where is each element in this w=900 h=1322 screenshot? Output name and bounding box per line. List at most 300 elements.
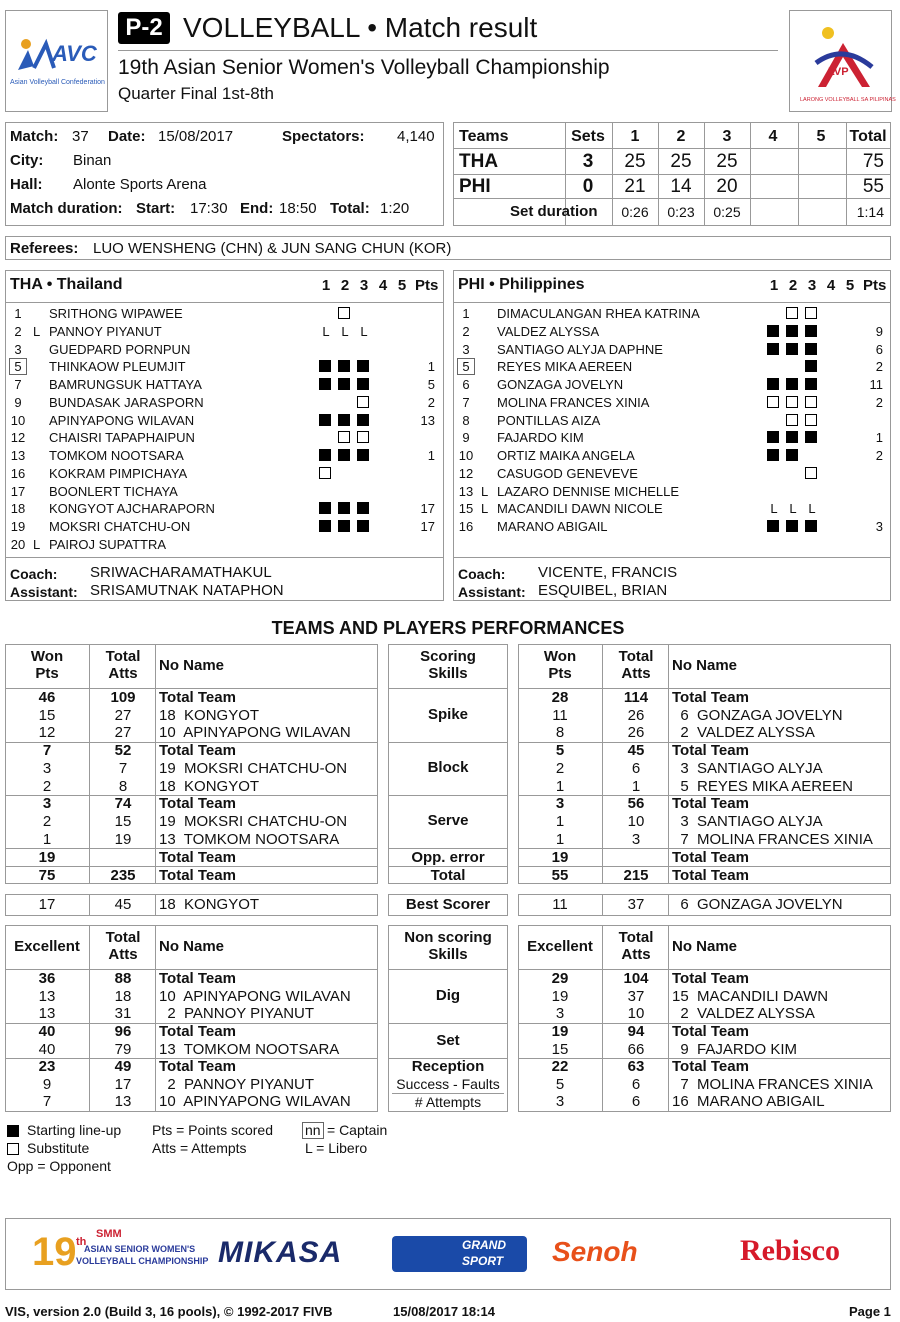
coach-label: Coach: (458, 566, 506, 582)
championship-title: 19th Asian Senior Women's Volleyball Championship (118, 56, 610, 79)
substitute-square-icon (786, 307, 798, 319)
rule (388, 795, 508, 796)
player-number: 8 (462, 412, 470, 428)
perf-name: 13 TOMKOM NOOTSARA (159, 830, 340, 848)
score-header: 2 (676, 128, 686, 145)
match-no: 37 (72, 128, 89, 145)
perf-atts: 66 (627, 1040, 645, 1058)
substitute-square-icon (805, 396, 817, 408)
perf-skill-sub: # Attempts (414, 1094, 482, 1110)
phase: Quarter Final 1st-8th (118, 84, 274, 103)
perf-name: 19 MOKSRI CHATCHU-ON (159, 759, 348, 777)
lvp-logo-sub: LARONG VOLLEYBALL SA PILIPINAS (800, 97, 896, 103)
player-name: MACANDILI DAWN NICOLE (497, 501, 663, 517)
perf-name: 10 APINYAPONG WILAVAN (159, 1093, 351, 1111)
perf-name: Total Team (159, 689, 236, 706)
perf-atts: 45 (627, 742, 645, 760)
perf-name: Total Team (159, 970, 236, 987)
perf-name: 15 MACANDILI DAWN (672, 987, 829, 1005)
perf-name: 13 TOMKOM NOOTSARA (159, 1040, 340, 1058)
player-row (453, 305, 883, 323)
legend-pts: Pts = Points scored (152, 1122, 274, 1138)
perf-atts: 6 (631, 1075, 641, 1093)
starting-square-icon (338, 378, 350, 390)
teamB-pts-header: Pts (863, 277, 887, 294)
player-number: 3 (462, 341, 470, 357)
perf-won: 1 (555, 777, 565, 795)
substitute-square-icon (357, 431, 369, 443)
player-number: 7 (14, 377, 22, 392)
player-name: BUNDASAK JARASPORN (49, 394, 204, 410)
rule (5, 302, 444, 303)
player-points: 2 (875, 394, 883, 410)
date-label: Date: (108, 128, 146, 145)
player-number: 9 (14, 394, 22, 410)
perf-name: 9 FAJARDO KIM (672, 1040, 798, 1058)
starting-square-icon (338, 520, 350, 532)
perf-atts: 27 (114, 706, 132, 724)
player-name: BAMRUNGSUK HATTAYA (49, 377, 202, 392)
player-name: APINYAPONG WILAVAN (49, 412, 195, 428)
perf-col-header: No Name (672, 657, 738, 674)
starting-square-icon (805, 378, 817, 390)
player-row (5, 358, 435, 376)
perf-won: 28 (551, 689, 569, 706)
perf-atts: 215 (623, 867, 649, 884)
perf-won: 40 (38, 1040, 56, 1058)
perf-won: 2 (42, 777, 52, 795)
avc-logo-text: AVC (52, 41, 97, 66)
perf-atts: 74 (114, 795, 132, 813)
perf-won: 2 (555, 759, 565, 777)
player-row (453, 376, 883, 394)
substitute-square-icon (338, 307, 350, 319)
assistant-label: Assistant: (458, 584, 526, 600)
player-name: TOMKOM NOOTSARA (49, 448, 184, 463)
player-number: 16 (458, 519, 474, 534)
perf-atts: 17 (114, 1075, 132, 1093)
perf-atts: 26 (627, 706, 645, 724)
perf-name: Total Team (672, 795, 749, 813)
perf-won: 7 (42, 1093, 52, 1111)
set-header: 1 (321, 277, 331, 294)
player-number: 13 (10, 448, 26, 463)
starting-square-icon (357, 520, 369, 532)
perf-atts: 18 (114, 987, 132, 1005)
player-row (5, 412, 435, 430)
perf-col-header: Total Atts (105, 648, 141, 682)
perf-won: 1 (555, 830, 565, 848)
starting-square-icon (786, 343, 798, 355)
perf-name: Total Team (159, 1023, 236, 1040)
starting-square-icon (319, 520, 331, 532)
score-cell: 25 (670, 151, 692, 172)
player-name: PAIROJ SUPATTRA (49, 536, 167, 552)
player-row (453, 412, 883, 430)
perf-name: Total Team (159, 795, 236, 813)
player-row (5, 500, 435, 518)
city-label: City: (10, 152, 44, 169)
rebisco-logo: Rebisco (740, 1234, 840, 1267)
perf-atts: 19 (114, 830, 132, 848)
perf-atts: 114 (623, 689, 649, 706)
score-header: Teams (459, 128, 509, 145)
player-row (5, 483, 435, 501)
legend-captain-box: nn (302, 1122, 324, 1139)
assistant-label: Assistant: (10, 584, 78, 600)
player-row (5, 518, 435, 536)
perf-atts: 15 (114, 813, 132, 831)
starting-square-icon (767, 343, 779, 355)
perf-col-header: Won Pts (30, 648, 64, 682)
player-row (453, 429, 883, 447)
referees-label: Referees: (10, 240, 79, 257)
player-number: 3 (14, 341, 22, 357)
player-name: GUEDPARD PORNPUN (49, 341, 191, 357)
footer-left: VIS, version 2.0 (Build 3, 16 pools), © 1992-2017 FIVB (5, 1304, 333, 1319)
starting-square-icon (767, 520, 779, 532)
starting-square-icon (357, 414, 369, 426)
hall-label: Hall: (10, 176, 43, 193)
player-number: 15 (458, 501, 474, 517)
rule (155, 925, 156, 1112)
duration-label: Match duration: (10, 200, 123, 217)
perf-atts: 37 (627, 987, 645, 1005)
player-number: 10 (458, 448, 474, 463)
perf-won: 12 (38, 724, 56, 742)
perf-won: 29 (551, 970, 569, 987)
player-name: MARANO ABIGAIL (497, 519, 608, 534)
teamB-title: PHI • Philippines (458, 276, 585, 293)
grand-sport-logo (392, 1236, 527, 1272)
perf-won: 1 (555, 813, 565, 831)
footer-right: Page 1 (849, 1304, 891, 1319)
perf-name: Total Team (159, 867, 236, 884)
perf-name: 16 MARANO ABIGAIL (672, 1093, 825, 1111)
perf-name: 6 GONZAGA JOVELYN (672, 706, 843, 724)
perf-atts: 37 (627, 896, 645, 913)
score-cell: 20 (716, 176, 738, 197)
lvp-logo-text: LVP (828, 66, 849, 78)
perf-won: 19 (551, 1023, 569, 1040)
perf-name: 19 MOKSRI CHATCHU-ON (159, 813, 348, 831)
set-header: 3 (359, 277, 369, 294)
player-name: GONZAGA JOVELYN (497, 377, 624, 392)
set-header: 2 (340, 277, 350, 294)
rule (453, 557, 891, 558)
score-cell: 14 (670, 176, 692, 197)
score-header: 5 (816, 128, 826, 145)
perf-name: Total Team (159, 1058, 236, 1075)
rule (453, 198, 891, 199)
set-header: 4 (826, 277, 836, 294)
player-number: 10 (10, 412, 26, 428)
player-row (453, 341, 883, 359)
set-header: 5 (845, 277, 855, 294)
starting-square-icon (357, 360, 369, 372)
player-row (5, 465, 435, 483)
city: Binan (73, 152, 112, 169)
hall: Alonte Sports Arena (73, 176, 207, 193)
player-row (453, 323, 883, 341)
player-row (453, 358, 883, 376)
substitute-square-icon (319, 467, 331, 479)
player-number: 20 (10, 536, 26, 552)
starting-square-icon (357, 502, 369, 514)
libero-mark: L (789, 501, 797, 517)
perf-won: 5 (555, 1075, 565, 1093)
player-name: REYES MIKA AEREEN (497, 359, 633, 375)
set-header: 3 (807, 277, 817, 294)
player-points: 9 (875, 323, 883, 339)
set-header: 2 (788, 277, 798, 294)
rule (388, 742, 508, 743)
total-duration: 1:20 (380, 200, 410, 217)
perf-won: 3 (555, 1093, 565, 1111)
perf-name: 2 VALDEZ ALYSSA (672, 1005, 815, 1023)
avc-logo-sub: Asian Volleyball Confederation (10, 79, 105, 86)
player-points: 3 (875, 519, 883, 534)
perf-won: 3 (555, 1005, 565, 1023)
coach: SRIWACHARAMATHAKUL (90, 564, 272, 581)
perf-name: Total Team (672, 1058, 749, 1075)
player-row (5, 376, 435, 394)
starting-square-icon (805, 360, 817, 372)
rule (388, 688, 508, 689)
perf-atts: 8 (118, 777, 128, 795)
legend-atts: Atts = Attempts (152, 1140, 247, 1156)
perf-atts: 235 (110, 867, 136, 884)
perf-won: 3 (42, 759, 52, 777)
player-number: 7 (462, 394, 470, 410)
substitute-square-icon (805, 467, 817, 479)
score-cell: 0 (582, 176, 594, 197)
player-row (453, 518, 883, 536)
substitute-square-icon (805, 414, 817, 426)
perf-name: 7 MOLINA FRANCES XINIA (672, 1075, 873, 1093)
perf-won: 3 (555, 795, 565, 813)
player-row (5, 394, 435, 412)
rule (155, 894, 156, 916)
duration-total: 1:14 (856, 204, 884, 220)
libero-mark: L (33, 323, 41, 339)
rule (602, 894, 603, 916)
starting-square-icon (767, 378, 779, 390)
starting-square-icon (805, 343, 817, 355)
player-row (5, 429, 435, 447)
starting-square-icon (805, 431, 817, 443)
player-row (453, 447, 883, 465)
empty-square-icon (7, 1143, 19, 1155)
perf-col-header: Total Atts (618, 648, 654, 682)
perf-won: 75 (38, 867, 56, 884)
substitute-square-icon (357, 396, 369, 408)
date: 15/08/2017 (158, 128, 234, 145)
substitute-square-icon (767, 396, 779, 408)
perf-name: Total Team (672, 849, 749, 866)
perf-atts: 6 (631, 1093, 641, 1111)
score-header: Total (849, 128, 887, 145)
perf-skill-name: Best Scorer (405, 896, 491, 913)
player-points: 6 (875, 341, 883, 357)
perf-name: 2 PANNOY PIYANUT (159, 1005, 315, 1023)
perf-name: 18 KONGYOT (159, 896, 260, 913)
perf-skill-name: Reception (411, 1058, 485, 1075)
starting-square-icon (786, 325, 798, 337)
mikasa-logo: MIKASA (218, 1236, 343, 1269)
player-row (5, 536, 435, 554)
perf-name: 5 REYES MIKA AEREEN (672, 777, 853, 795)
assistant: ESQUIBEL, BRIAN (538, 582, 668, 599)
rule (453, 302, 891, 303)
starting-square-icon (338, 414, 350, 426)
perf-name: 10 APINYAPONG WILAVAN (159, 724, 351, 742)
perf-skill-name: Dig (435, 987, 461, 1004)
libero-mark: L (808, 501, 816, 517)
player-row (5, 447, 435, 465)
player-name: LAZARO DENNISE MICHELLE (497, 483, 680, 499)
score-cell: PHI (459, 176, 491, 197)
libero-mark: L (481, 483, 489, 499)
player-number: 17 (10, 483, 26, 499)
perf-skill-name: Set (436, 1032, 460, 1049)
perf-atts: 88 (114, 970, 132, 987)
rule (453, 174, 891, 175)
player-points: 1 (875, 430, 883, 446)
player-name: KONGYOT AJCHARAPORN (49, 501, 215, 517)
player-number: 13 (458, 483, 474, 499)
starting-square-icon (786, 431, 798, 443)
perf-atts: 13 (114, 1093, 132, 1111)
libero-mark: L (360, 323, 368, 339)
player-points: 2 (875, 359, 883, 375)
rule (388, 1023, 508, 1024)
senoh-logo: Senoh (552, 1236, 638, 1267)
player-name: CASUGOD GENEVEVE (497, 465, 638, 481)
player-name: MOLINA FRANCES XINIA (497, 394, 650, 410)
legend-captain: = Captain (327, 1122, 388, 1138)
player-number: 5 (457, 358, 475, 375)
perf-name: Total Team (672, 867, 749, 884)
spectators-label: Spectators: (282, 128, 365, 145)
player-name: PANNOY PIYANUT (49, 323, 162, 339)
end: 18:50 (279, 200, 317, 217)
libero-mark: L (770, 501, 778, 517)
perf-atts: 52 (114, 742, 132, 760)
player-row (5, 323, 435, 341)
assistant: SRISAMUTNAK NATAPHON (90, 582, 284, 599)
perf-col-header: No Name (672, 938, 738, 955)
perf-won: 3 (42, 795, 52, 813)
perf-won: 1 (42, 830, 52, 848)
player-row (453, 500, 883, 518)
player-points: 2 (875, 448, 883, 463)
total-label: Total: (330, 200, 370, 217)
substitute-square-icon (805, 307, 817, 319)
start-label: Start: (136, 200, 176, 217)
perf-name: 18 KONGYOT (159, 777, 260, 795)
referees-names: LUO WENSHENG (CHN) & JUN SANG CHUN (KOR) (93, 240, 452, 257)
score-header: 4 (768, 128, 778, 145)
starting-square-icon (805, 325, 817, 337)
legend (0, 1120, 420, 1180)
rule (89, 925, 90, 1112)
perf-col-header: Excellent (14, 938, 80, 955)
player-name: PONTILLAS AIZA (497, 412, 601, 428)
starting-square-icon (338, 449, 350, 461)
player-row (5, 305, 435, 323)
player-points: 17 (420, 519, 435, 534)
coach: VICENTE, FRANCIS (538, 564, 678, 581)
perf-skill-name: Block (427, 759, 469, 777)
player-name: ORTIZ MAIKA ANGELA (497, 448, 635, 463)
perf-name: 3 SANTIAGO ALYJA (672, 813, 823, 831)
starting-square-icon (805, 520, 817, 532)
set-header: 1 (769, 277, 779, 294)
starting-square-icon (767, 449, 779, 461)
score-header: 3 (722, 128, 732, 145)
perf-atts: 56 (627, 795, 645, 813)
player-name: THINKAOW PLEUMJIT (49, 359, 186, 375)
perf-atts: 10 (627, 813, 645, 831)
perf-name: 2 PANNOY PIYANUT (159, 1075, 315, 1093)
perf-name: 2 VALDEZ ALYSSA (672, 724, 815, 742)
score-cell: THA (459, 151, 499, 172)
teamA-pts-header: Pts (415, 277, 439, 294)
perf-skill-sub: Success - Faults (396, 1076, 500, 1092)
starting-square-icon (338, 502, 350, 514)
player-row (453, 483, 883, 501)
perf-won: 55 (551, 867, 569, 884)
perf-won: 19 (551, 849, 569, 866)
player-points: 1 (427, 359, 435, 375)
start: 17:30 (190, 200, 228, 217)
player-name: MOKSRI CHATCHU-ON (49, 519, 191, 534)
footer-mid: 15/08/2017 18:14 (393, 1304, 495, 1319)
player-name: VALDEZ ALYSSA (497, 323, 600, 339)
perf-won: 15 (38, 706, 56, 724)
perf-col-header: No Name (159, 657, 225, 674)
perf-col-header: Total Atts (105, 929, 141, 963)
set-duration: 0:26 (621, 204, 649, 220)
set-duration: 0:25 (713, 204, 741, 220)
player-name: KOKRAM PIMPICHAYA (49, 465, 188, 481)
player-name: SANTIAGO ALYJA DAPHNE (497, 341, 663, 357)
set-header: 5 (397, 277, 407, 294)
rule (453, 148, 891, 149)
page-title: VOLLEYBALL • Match result (183, 12, 538, 43)
perf-won: 40 (38, 1023, 56, 1040)
perf-name: 6 GONZAGA JOVELYN (672, 896, 843, 913)
player-number: 12 (10, 430, 26, 446)
perf-atts: 26 (627, 724, 645, 742)
player-number: 19 (10, 519, 26, 534)
perf-won: 5 (555, 742, 565, 760)
rule (89, 894, 90, 916)
starting-square-icon (786, 520, 798, 532)
perf-won: 36 (38, 970, 56, 987)
perf-col-header: Excellent (527, 938, 593, 955)
substitute-square-icon (338, 431, 350, 443)
player-points: 5 (427, 377, 435, 392)
perf-atts: 109 (110, 689, 136, 706)
player-points: 13 (420, 412, 435, 428)
player-name: DIMACULANGAN RHEA KATRINA (497, 306, 700, 321)
player-number: 6 (462, 377, 470, 392)
score-header: Sets (571, 128, 605, 145)
score-cell: 55 (862, 176, 884, 197)
perf-atts: 96 (114, 1023, 132, 1040)
